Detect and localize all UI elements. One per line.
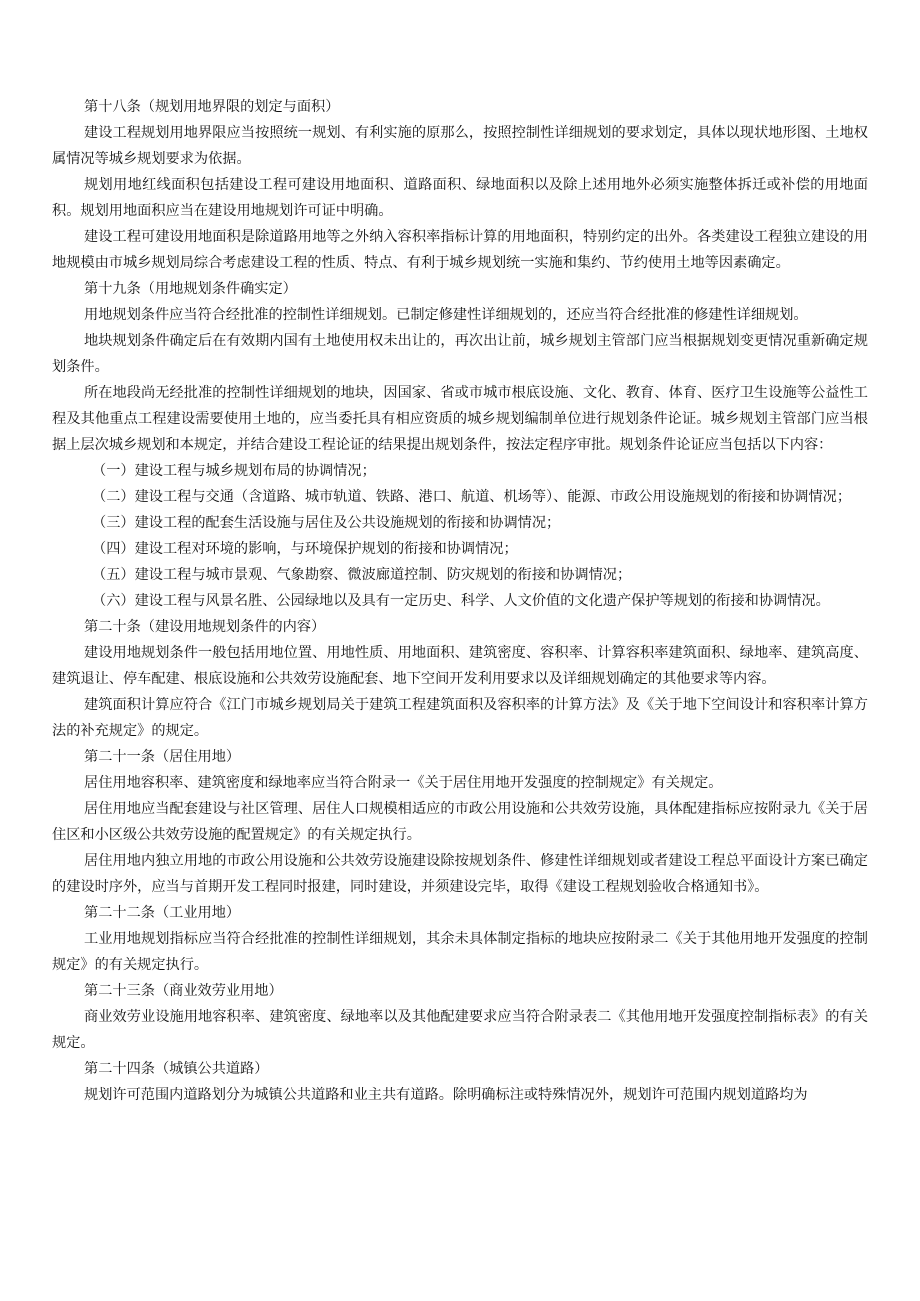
paragraph: 建设工程可建设用地面积是除道路用地等之外纳入容积率指标计算的用地面积，特别约定的出外。各类建设工程独立建设的用地规模由市城乡规划局综合考虑建设工程的性质、特点、有利于城乡规划统一实施和集约、节约使用土地等因素确定。 bbox=[52, 229, 868, 271]
document-body bbox=[52, 94, 868, 1108]
article-20-heading: 第二十条（建设用地规划条件的内容） bbox=[84, 619, 326, 635]
list-item: （四）建设工程对环境的影响，与环境保护规划的衔接和协调情况； bbox=[92, 541, 518, 557]
paragraph: 规划用地红线面积包括建设工程可建设用地面积、道路面积、绿地面积以及除上述用地外必须实施整体拆迁或补偿的用地面积。规划用地面积应当在建设用地规划许可证中明确。 bbox=[52, 177, 868, 219]
paragraph: 居住用地应当配套建设与社区管理、居住人口规模相适应的市政公用设施和公共效劳设施，具体配建指标应按附录九《关于居住区和小区级公共效劳设施的配置规定》的有关规定执行。 bbox=[52, 801, 868, 843]
article-22-heading: 第二十二条（工业用地） bbox=[84, 905, 241, 921]
article-19-heading: 第十九条（用地规划条件确实定） bbox=[84, 281, 297, 297]
paragraph: 地块规划条件确定后在有效期内国有土地使用权未出让的，再次出让前，城乡规划主管部门应当根据规划变更情况重新确定规划条件。 bbox=[52, 333, 868, 375]
article-24-heading: 第二十四条（城镇公共道路） bbox=[84, 1061, 269, 1077]
paragraph: 建设工程规划用地界限应当按照统一规划、有利实施的原那么，按照控制性详细规划的要求划定，具体以现状地形图、土地权属情况等城乡规划要求为依据。 bbox=[52, 125, 868, 167]
list-item: （三）建设工程的配套生活设施与居住及公共设施规划的衔接和协调情况； bbox=[92, 515, 561, 531]
paragraph: 商业效劳业设施用地容积率、建筑密度、绿地率以及其他配建要求应当符合附录表二《其他用地开发强度控制指标表》的有关规定。 bbox=[52, 1009, 868, 1051]
list-item: （五）建设工程与城市景观、气象勘察、微波廊道控制、防灾规划的衔接和协调情况； bbox=[92, 567, 632, 583]
list-item: （二）建设工程与交通（含道路、城市轨道、铁路、港口、航道、机场等）、能源、市政公用设施规划的衔接和协调情况； bbox=[92, 489, 852, 505]
paragraph: 所在地段尚无经批准的控制性详细规划的地块，因国家、省或市城市根底设施、文化、教育、体育、医疗卫生设施等公益性工程及其他重点工程建设需要使用土地的，应当委托具有相应资质的城乡规划编制单位进行规划条件论证。城乡规划主管部门应当根据上层次城乡规划和本规定，并结合建设工程论证的结果提出规划条件，按法定程序审批。规划条件论证应当包括以下内容： bbox=[52, 385, 868, 453]
list-item: （一）建设工程与城乡规划布局的协调情况； bbox=[92, 463, 376, 479]
paragraph: 规划许可范围内道路划分为城镇公共道路和业主共有道路。除明确标注或特殊情况外，规划许可范围内规划道路均为 bbox=[84, 1087, 808, 1103]
paragraph: 居住用地内独立用地的市政公用设施和公共效劳设施建设除按规划条件、修建性详细规划或者建设工程总平面设计方案已确定的建设时序外，应当与首期开发工程同时报建，同时建设，并须建设完毕，取得《建设工程规划验收合格通知书》。 bbox=[52, 853, 868, 895]
paragraph: 工业用地规划指标应当符合经批准的控制性详细规划，其余未具体制定指标的地块应按附录二《关于其他用地开发强度的控制规定》的有关规定执行。 bbox=[52, 931, 868, 973]
list-item: （六）建设工程与风景名胜、公园绿地以及具有一定历史、科学、人文价值的文化遗产保护等规划的衔接和协调情况。 bbox=[92, 593, 830, 609]
paragraph: 建筑面积计算应符合《江门市城乡规划局关于建筑工程建筑面积及容积率的计算方法》及《关于地下空间设计和容积率计算方法的补充规定》的规定。 bbox=[52, 697, 868, 739]
article-18-heading: 第十八条（规划用地界限的划定与面积） bbox=[84, 99, 340, 115]
paragraph: 用地规划条件应当符合经批准的控制性详细规划。已制定修建性详细规划的，还应当符合经批准的修建性详细规划。 bbox=[84, 307, 808, 323]
article-21-heading: 第二十一条（居住用地） bbox=[84, 749, 241, 765]
article-23-heading: 第二十三条（商业效劳业用地） bbox=[84, 983, 283, 999]
paragraph: 建设用地规划条件一般包括用地位置、用地性质、用地面积、建筑密度、容积率、计算容积率建筑面积、绿地率、建筑高度、建筑退让、停车配建、根底设施和公共效劳设施配套、地下空间开发利用要求以及详细规划确定的其他要求等内容。 bbox=[52, 645, 868, 687]
paragraph: 居住用地容积率、建筑密度和绿地率应当符合附录一《关于居住用地开发强度的控制规定》有关规定。 bbox=[84, 775, 723, 791]
